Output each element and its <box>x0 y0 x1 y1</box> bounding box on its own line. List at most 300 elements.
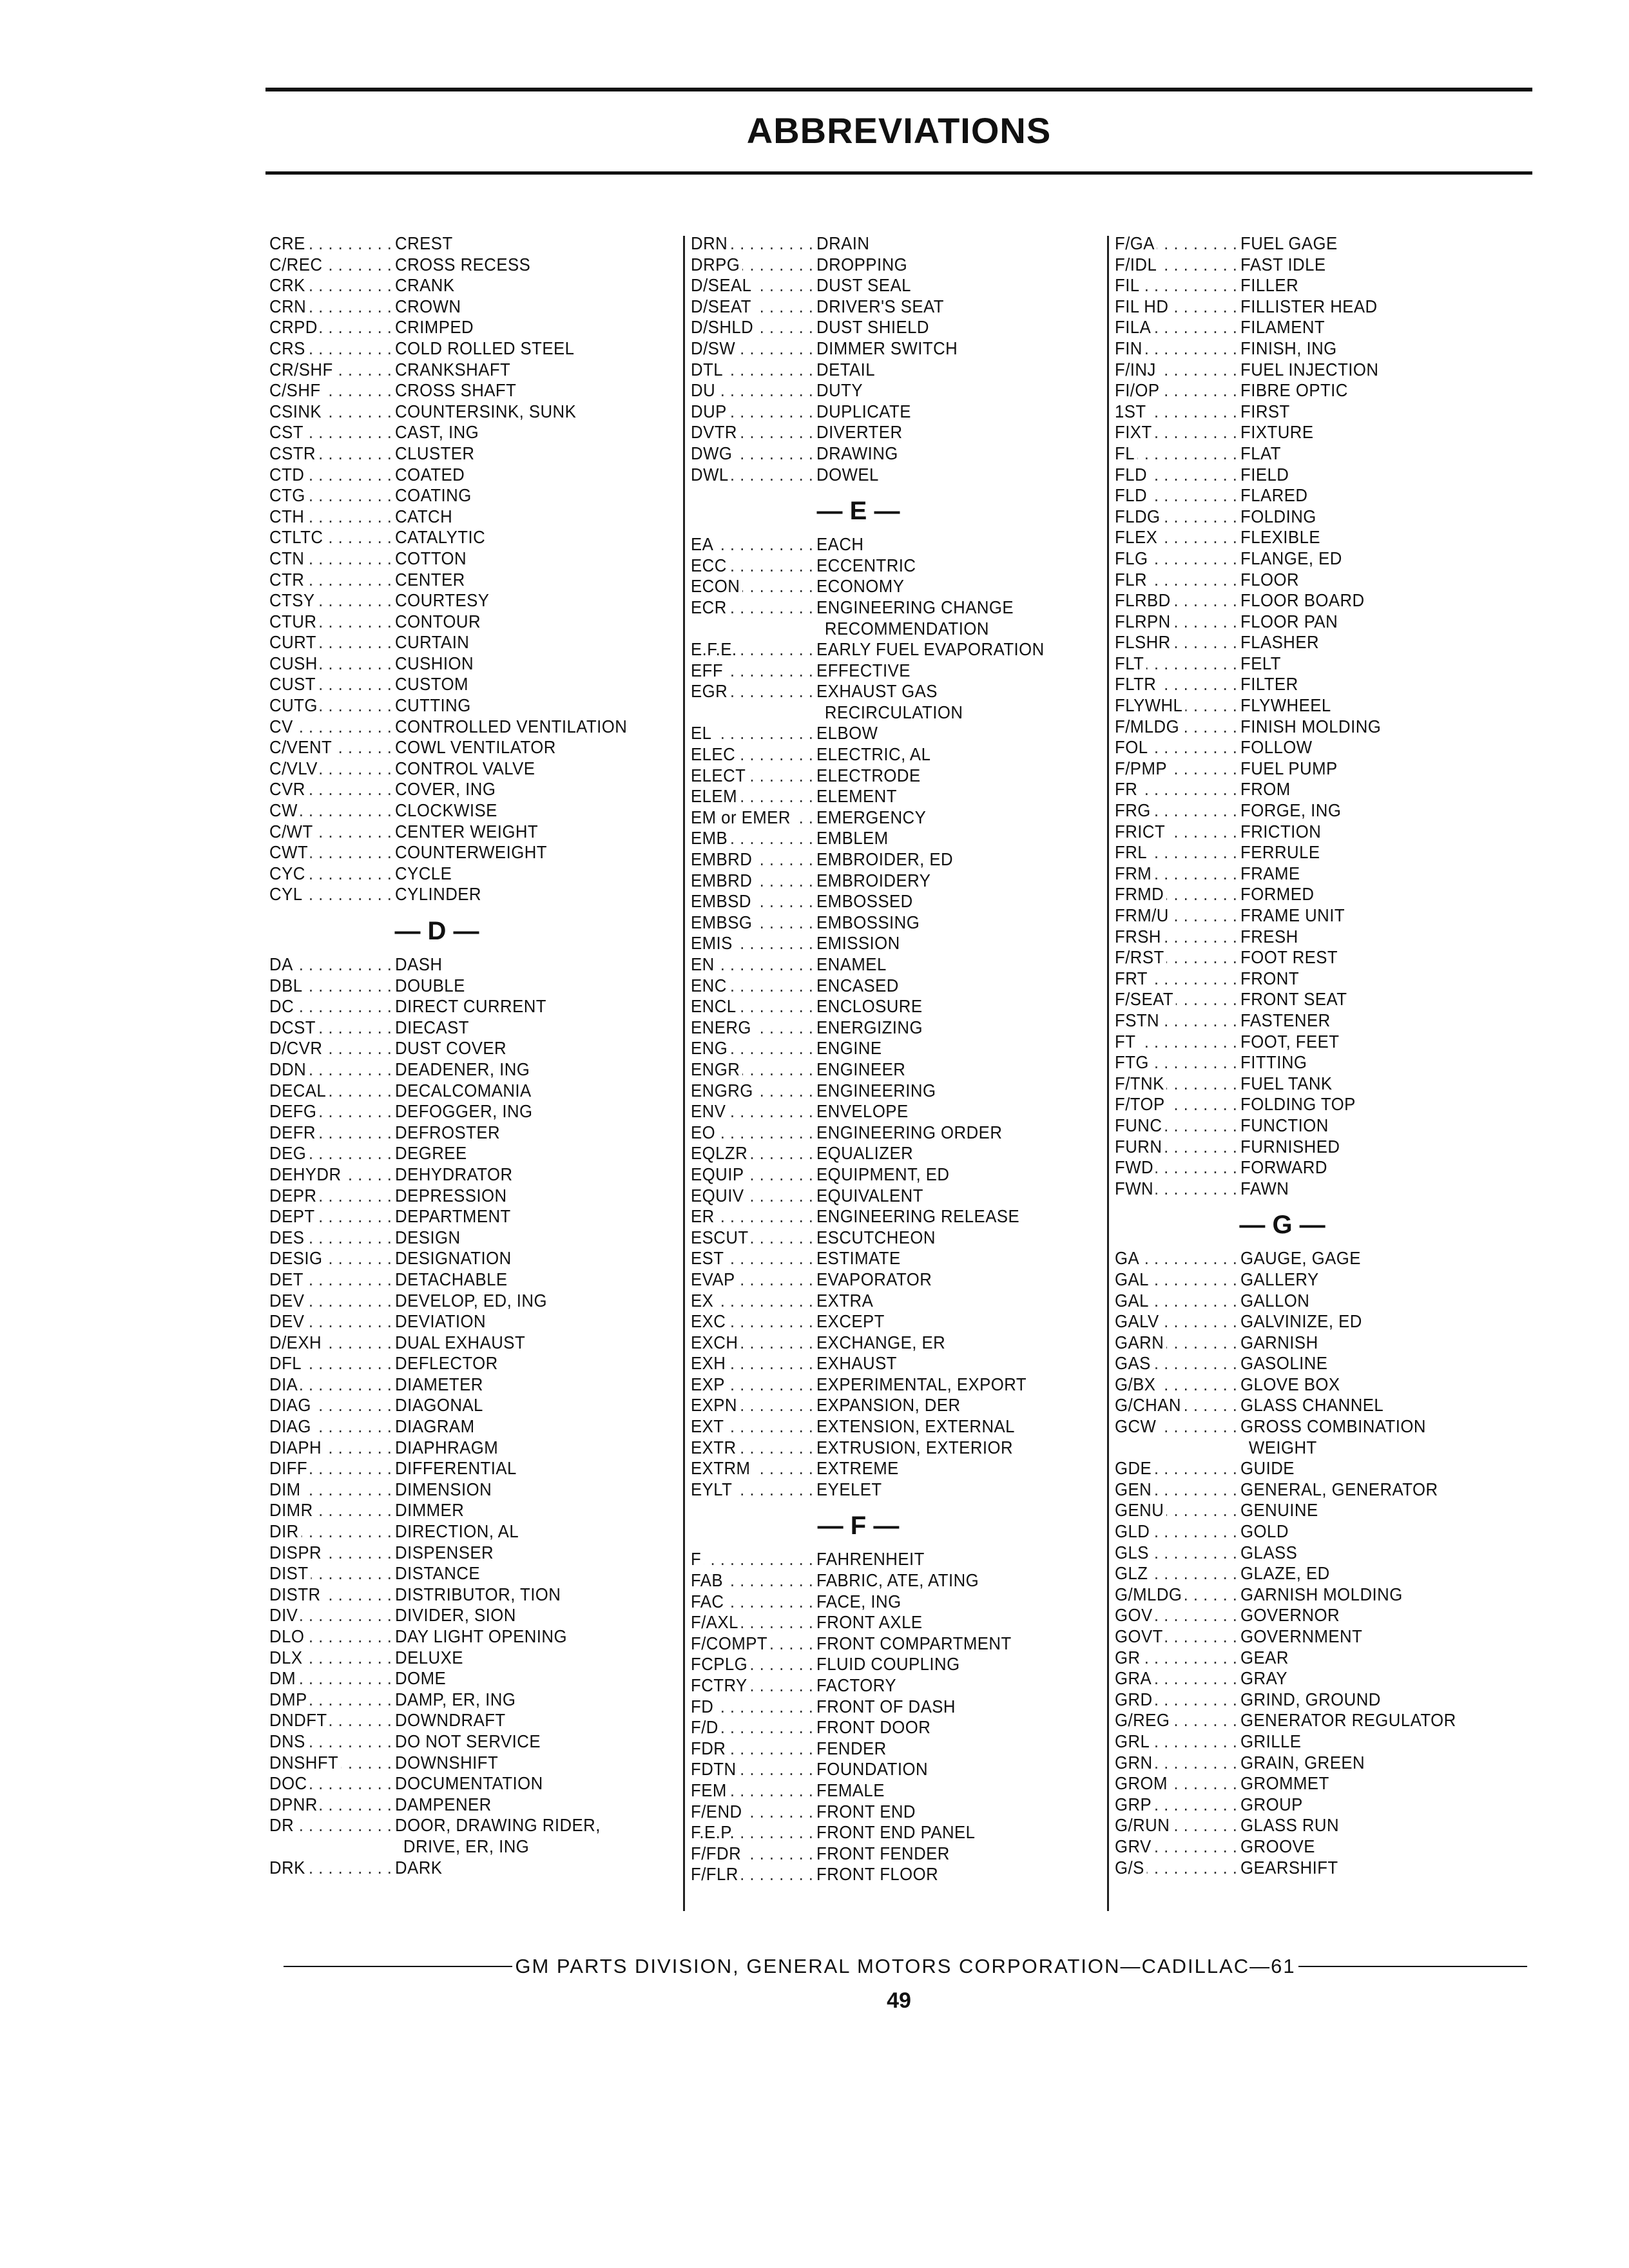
abbreviation-meaning: ECONOMY <box>816 576 905 597</box>
abbreviation-meaning: GENERATOR REGULATOR <box>1240 1710 1456 1731</box>
abbreviation-code <box>269 401 395 423</box>
abbreviation-code-text: FI/OP <box>1115 380 1162 400</box>
abbreviation-code-text: FRT <box>1115 968 1150 988</box>
abbreviation-meaning: ENGINEERING <box>816 1080 936 1100</box>
abbreviation-entry <box>691 723 1058 744</box>
abbreviation-entry <box>1115 1032 1482 1053</box>
abbreviation-code-text: F/AXL <box>691 1612 741 1632</box>
abbreviation-entry <box>1115 674 1482 695</box>
abbreviation-meaning: FLOOR <box>1240 569 1300 590</box>
abbreviation-code-text: CWT <box>269 842 311 862</box>
abbreviation-code <box>269 1479 395 1501</box>
abbreviation-meaning: DUST SEAL <box>816 275 911 296</box>
abbreviation-code <box>691 380 816 401</box>
abbreviation-entry <box>269 1248 637 1269</box>
abbreviation-code <box>1115 1137 1240 1158</box>
abbreviation-code <box>269 611 395 633</box>
abbreviation-code-text: F/MLDG <box>1115 716 1182 736</box>
abbreviation-meaning: EARLY FUEL EVAPORATION <box>816 639 1045 660</box>
abbreviation-code <box>1115 989 1240 1010</box>
abbreviation-meaning: EQUALIZER <box>816 1143 914 1164</box>
abbreviation-entry <box>691 443 1058 465</box>
abbreviation-meaning: ENVELOPE <box>816 1101 909 1122</box>
abbreviation-entry <box>691 275 1058 296</box>
abbreviation-meaning: EACH <box>816 534 864 555</box>
abbreviation-code-text: EMBSD <box>691 891 754 911</box>
abbreviation-entry <box>269 465 637 486</box>
abbreviation-code-text: FIN <box>1115 338 1145 358</box>
title-underline <box>265 171 1532 175</box>
abbreviation-code <box>1115 1010 1240 1032</box>
abbreviation-code <box>1115 863 1240 885</box>
abbreviation-entry <box>691 1059 1058 1081</box>
abbreviation-entry <box>1115 1584 1482 1606</box>
abbreviation-meaning: DIAGONAL <box>395 1395 483 1416</box>
abbreviation-meaning: DIRECT CURRENT <box>395 996 546 1017</box>
abbreviation-code-text: FRMD <box>1115 884 1166 904</box>
abbreviation-meaning: DISTRIBUTOR, TION <box>395 1584 561 1604</box>
abbreviation-code <box>1115 1353 1240 1374</box>
abbreviation-code-text: F <box>691 1549 704 1569</box>
abbreviation-meaning: EXHAUST <box>816 1353 897 1374</box>
abbreviation-entry <box>691 317 1058 338</box>
abbreviation-code <box>691 1017 816 1039</box>
abbreviation-meaning: DOWEL <box>816 464 879 485</box>
abbreviation-code <box>1115 1115 1240 1137</box>
abbreviation-code <box>691 1633 816 1655</box>
abbreviation-code-text: DIV <box>269 1605 300 1625</box>
abbreviation-meaning: DEFROSTER <box>395 1122 501 1142</box>
abbreviation-code-text: FT <box>1115 1032 1138 1052</box>
abbreviation-entry <box>691 1591 1058 1613</box>
abbreviation-meaning: CREST <box>395 233 453 253</box>
abbreviation-entry <box>269 800 637 822</box>
abbreviation-entry <box>691 1570 1058 1591</box>
abbreviation-meaning: DETAIL <box>816 359 876 380</box>
abbreviation-meaning: FACE, ING <box>816 1591 901 1611</box>
abbreviation-code-text: F/INJ <box>1115 360 1159 380</box>
abbreviation-code <box>269 1584 395 1606</box>
abbreviation-code <box>691 1591 816 1613</box>
abbreviation-code <box>269 1248 395 1269</box>
abbreviation-entry <box>269 1542 637 1564</box>
abbreviation-code-text: F.E.P. <box>691 1822 737 1842</box>
abbreviation-entry <box>1115 1794 1482 1816</box>
abbreviation-code <box>691 1143 816 1164</box>
abbreviation-code-text: FWD <box>1115 1157 1156 1177</box>
abbreviation-entry <box>1115 822 1482 843</box>
abbreviation-code-text: FLD <box>1115 465 1150 485</box>
abbreviation-code-text: DIAPH <box>269 1437 324 1457</box>
abbreviation-entry <box>1115 1353 1482 1374</box>
abbreviation-code <box>1115 653 1240 675</box>
abbreviation-code <box>691 233 816 255</box>
abbreviation-code-text: F/D <box>691 1717 721 1737</box>
abbreviation-meaning: DUST COVER <box>395 1038 507 1059</box>
abbreviation-code <box>691 1101 816 1122</box>
abbreviation-code <box>691 660 816 682</box>
abbreviation-code-text: FRM <box>1115 863 1154 883</box>
abbreviation-entry <box>1115 296 1482 318</box>
abbreviation-code-text: DEFR <box>269 1122 318 1142</box>
abbreviation-entry <box>269 758 637 780</box>
abbreviation-entry <box>269 317 637 338</box>
abbreviation-code-text: FRSH <box>1115 927 1164 947</box>
abbreviation-code-text: CST <box>269 422 306 442</box>
abbreviation-code-text: DNDFT <box>269 1710 329 1730</box>
abbreviation-meaning: DEPRESSION <box>395 1185 507 1206</box>
abbreviation-code <box>691 1227 816 1249</box>
abbreviation-code-text: CV <box>269 716 295 736</box>
abbreviation-code <box>269 1186 395 1207</box>
abbreviation-code-text: FLYWHL <box>1115 695 1185 715</box>
abbreviation-meaning: COURTESY <box>395 590 490 611</box>
abbreviation-code <box>1115 506 1240 528</box>
abbreviation-code <box>691 744 816 765</box>
abbreviation-entry <box>269 570 637 591</box>
abbreviation-entry <box>1115 1605 1482 1626</box>
abbreviation-code <box>1115 1178 1240 1200</box>
abbreviation-meaning: DUST SHIELD <box>816 317 929 338</box>
abbreviation-entry <box>269 1122 637 1144</box>
abbreviation-meaning: DEVELOP, ED, ING <box>395 1290 547 1311</box>
abbreviation-code <box>691 1248 816 1269</box>
abbreviation-meaning: FABRIC, ATE, ATING <box>816 1570 979 1591</box>
abbreviation-code-text: ENC <box>691 975 729 995</box>
abbreviation-entry <box>1115 1115 1482 1137</box>
abbreviation-code <box>269 1353 395 1374</box>
abbreviation-code <box>691 338 816 360</box>
abbreviation-meaning: DELUXE <box>395 1647 463 1667</box>
abbreviation-meaning: DESIGN <box>395 1227 461 1247</box>
abbreviation-meaning: ENERGIZING <box>816 1017 923 1037</box>
abbreviation-code <box>691 1395 816 1416</box>
abbreviation-entry <box>691 681 1058 702</box>
abbreviation-code-text: FWN <box>1115 1178 1156 1198</box>
abbreviation-code-text: CVR <box>269 779 307 799</box>
abbreviation-code <box>269 527 395 548</box>
abbreviation-meaning: EYELET <box>816 1479 882 1499</box>
abbreviation-meaning: GASOLINE <box>1240 1353 1328 1374</box>
abbreviation-code-text: FCPLG <box>691 1654 750 1674</box>
abbreviation-meaning: DAY LIGHT OPENING <box>395 1626 567 1646</box>
abbreviation-code-text: G/MLDG <box>1115 1584 1184 1604</box>
abbreviation-meaning: GOVERNOR <box>1240 1605 1340 1626</box>
abbreviation-entry <box>269 422 637 443</box>
abbreviation-entry <box>269 1227 637 1249</box>
abbreviation-code-text: FIL HD <box>1115 296 1171 316</box>
abbreviation-entry <box>691 360 1058 381</box>
abbreviation-code <box>691 891 816 912</box>
abbreviation-meaning: GAUGE, GAGE <box>1240 1248 1361 1269</box>
abbreviation-code <box>1115 1858 1240 1879</box>
abbreviation-entry <box>269 1858 637 1879</box>
abbreviation-entry <box>1115 401 1482 423</box>
abbreviation-code <box>1115 570 1240 591</box>
page-title: ABBREVIATIONS <box>746 110 1052 151</box>
abbreviation-meaning: FUEL PUMP <box>1240 758 1338 778</box>
abbreviation-meaning: FRONT AXLE <box>816 1612 923 1633</box>
abbreviation-meaning: DIFFERENTIAL <box>395 1458 517 1479</box>
abbreviation-entry <box>1115 1815 1482 1836</box>
abbreviation-code-text: ECC <box>691 555 729 575</box>
abbreviation-code <box>269 1416 395 1437</box>
abbreviation-code-text: ELEC <box>691 744 738 764</box>
abbreviation-meaning: ENAMEL <box>816 954 887 974</box>
abbreviation-code <box>269 1753 395 1774</box>
abbreviation-code <box>269 1143 395 1164</box>
abbreviation-code-text: FR <box>1115 779 1140 799</box>
abbreviation-entry <box>1115 695 1482 716</box>
abbreviation-entry <box>1115 1137 1482 1158</box>
abbreviation-code <box>1115 1521 1240 1542</box>
abbreviation-code-text: DM <box>269 1668 298 1688</box>
abbreviation-code-text: DWG <box>691 443 735 463</box>
abbreviation-code-text: CSTR <box>269 443 318 463</box>
abbreviation-code-text: CRS <box>269 338 307 358</box>
abbreviation-meaning: EXHAUST GAS <box>816 681 938 702</box>
abbreviation-entry <box>691 1395 1058 1416</box>
abbreviation-code <box>269 632 395 653</box>
abbreviation-code-text: DNS <box>269 1731 307 1751</box>
abbreviation-code <box>691 1458 816 1479</box>
abbreviation-meaning: GLASS RUN <box>1240 1815 1340 1836</box>
section-heading: — G — <box>1239 1211 1325 1240</box>
abbreviation-meaning: DIECAST <box>395 1017 469 1037</box>
abbreviation-entry <box>691 1458 1058 1479</box>
abbreviation-code <box>269 716 395 738</box>
abbreviation-code-text: DEHYDR <box>269 1164 343 1184</box>
abbreviation-entry <box>691 401 1058 423</box>
abbreviation-meaning: FRONT FENDER <box>816 1843 950 1863</box>
abbreviation-code-text: DRK <box>269 1858 307 1878</box>
abbreviation-meaning: GALVINIZE, ED <box>1240 1311 1362 1332</box>
abbreviation-code <box>691 723 816 744</box>
abbreviation-code <box>1115 1836 1240 1858</box>
abbreviation-code-text: FAC <box>691 1591 726 1611</box>
abbreviation-meaning: DAMPENER <box>395 1794 492 1814</box>
abbreviation-code <box>1115 1773 1240 1794</box>
abbreviation-code <box>1115 1416 1240 1437</box>
abbreviation-meaning: CROWN <box>395 296 461 316</box>
abbreviation-code <box>1115 1291 1240 1312</box>
abbreviation-code-text: GRA <box>1115 1668 1154 1688</box>
abbreviation-code-text: GARN <box>1115 1332 1166 1352</box>
abbreviation-code-text: FRM/U <box>1115 905 1171 925</box>
abbreviation-meaning: FLASHER <box>1240 632 1320 653</box>
abbreviation-code-text: EXP <box>691 1374 728 1394</box>
abbreviation-code <box>269 590 395 611</box>
abbreviation-code-text: DISTR <box>269 1584 323 1604</box>
abbreviation-entry <box>269 1773 637 1794</box>
abbreviation-entry <box>691 870 1058 892</box>
abbreviation-code-text: GRV <box>1115 1836 1153 1856</box>
abbreviation-entry <box>269 1059 637 1081</box>
abbreviation-entry <box>269 1605 637 1626</box>
abbreviation-code <box>1115 401 1240 423</box>
abbreviation-code <box>1115 758 1240 780</box>
abbreviation-entry <box>269 1017 637 1039</box>
abbreviation-code-text: FOL <box>1115 737 1150 757</box>
abbreviation-code <box>1115 1332 1240 1354</box>
abbreviation-entry <box>691 912 1058 934</box>
abbreviation-meaning: EXTRUSION, EXTERIOR <box>816 1437 1014 1457</box>
abbreviation-meaning: CAST, ING <box>395 422 479 443</box>
abbreviation-meaning: CYCLE <box>395 863 452 883</box>
abbreviation-meaning: ESTIMATE <box>816 1248 901 1269</box>
abbreviation-entry <box>691 1227 1058 1249</box>
abbreviation-meaning: DESIGNATION <box>395 1248 512 1269</box>
abbreviation-entry <box>691 534 1058 555</box>
abbreviation-entry <box>1115 1836 1482 1858</box>
abbreviation-meaning: DUPLICATE <box>816 401 911 421</box>
abbreviation-meaning: DIMMER <box>395 1500 465 1521</box>
abbreviation-entry <box>269 737 637 758</box>
abbreviation-code-text: FILA <box>1115 317 1153 337</box>
abbreviation-code-text: DESIG <box>269 1248 325 1268</box>
abbreviation-entry <box>1115 1648 1482 1669</box>
abbreviation-entry <box>269 884 637 905</box>
abbreviation-code-text: E.F.E. <box>691 639 739 659</box>
abbreviation-code-text: GRP <box>1115 1794 1154 1814</box>
abbreviation-code <box>269 1374 395 1396</box>
abbreviation-code-text: FIXT <box>1115 422 1154 442</box>
abbreviation-code <box>269 1563 395 1584</box>
abbreviation-code-text: GLD <box>1115 1521 1152 1541</box>
abbreviation-code-text: CTG <box>269 485 307 505</box>
abbreviation-code-text: FLG <box>1115 548 1150 568</box>
abbreviation-entry <box>1115 506 1482 528</box>
abbreviation-code <box>269 465 395 486</box>
abbreviation-entry <box>269 338 637 360</box>
abbreviation-code-text: CYC <box>269 863 307 883</box>
abbreviation-entry <box>269 1479 637 1501</box>
abbreviation-entry <box>691 996 1058 1017</box>
abbreviation-entry <box>269 443 637 465</box>
abbreviation-meaning: DEGREE <box>395 1143 467 1164</box>
abbreviation-entry <box>1115 1416 1482 1437</box>
abbreviation-code-text: F/SEAT <box>1115 989 1176 1009</box>
abbreviation-code <box>691 1864 816 1885</box>
abbreviation-code <box>691 1206 816 1227</box>
abbreviation-code-text: DTL <box>691 360 726 380</box>
abbreviation-column-3 <box>1115 233 1514 1878</box>
abbreviation-code-text: CSINK <box>269 401 324 421</box>
abbreviation-code <box>1115 947 1240 968</box>
abbreviation-code <box>269 255 395 276</box>
abbreviation-entry <box>269 485 637 506</box>
abbreviation-code <box>691 465 816 486</box>
abbreviation-entry <box>269 506 637 528</box>
abbreviation-entry <box>269 1458 637 1479</box>
abbreviation-meaning: DECALCOMANIA <box>395 1080 532 1100</box>
abbreviation-meaning: COATING <box>395 485 472 506</box>
abbreviation-code <box>269 996 395 1017</box>
abbreviation-code <box>691 1549 816 1570</box>
abbreviation-meaning: EQUIVALENT <box>816 1185 923 1206</box>
abbreviation-entry <box>269 1521 637 1542</box>
abbreviation-code-text: DU <box>691 380 718 400</box>
abbreviation-entry <box>1115 1858 1482 1879</box>
abbreviation-meaning: DEVIATION <box>395 1311 487 1332</box>
abbreviation-meaning: FROM <box>1240 779 1291 800</box>
abbreviation-meaning: GUIDE <box>1240 1458 1295 1479</box>
abbreviation-entry <box>1115 800 1482 822</box>
abbreviation-code <box>1115 1648 1240 1669</box>
abbreviation-code <box>1115 296 1240 318</box>
abbreviation-entry <box>269 360 637 381</box>
abbreviation-code <box>691 401 816 423</box>
abbreviation-code <box>269 1500 395 1521</box>
abbreviation-code-text: DC <box>269 996 296 1016</box>
abbreviation-meaning: EQUIPMENT, ED <box>816 1164 950 1184</box>
abbreviation-code <box>691 296 816 318</box>
abbreviation-meaning: GLAZE, ED <box>1240 1563 1330 1584</box>
abbreviation-meaning: FLOOR PAN <box>1240 611 1338 631</box>
abbreviation-code-text: F/END <box>691 1802 744 1821</box>
abbreviation-entry <box>269 1143 637 1164</box>
abbreviation-code-text: DEV <box>269 1311 307 1331</box>
abbreviation-entry <box>691 1612 1058 1633</box>
abbreviation-entry <box>269 1269 637 1291</box>
abbreviation-code <box>691 422 816 443</box>
abbreviation-code <box>1115 632 1240 653</box>
abbreviation-entry <box>269 653 637 675</box>
abbreviation-code <box>691 317 816 338</box>
abbreviation-meaning: GARNISH MOLDING <box>1240 1584 1403 1604</box>
abbreviation-meaning: GRIND, GROUND <box>1240 1689 1381 1709</box>
abbreviation-entry <box>691 1269 1058 1291</box>
section-heading: — F — <box>817 1512 900 1541</box>
abbreviation-entry <box>691 744 1058 765</box>
abbreviation-code <box>269 863 395 885</box>
abbreviation-code <box>691 1186 816 1207</box>
abbreviation-code-text: FD <box>691 1696 716 1716</box>
abbreviation-entry <box>691 380 1058 401</box>
abbreviation-meaning: DRAIN <box>816 233 870 253</box>
abbreviation-meaning: GEARSHIFT <box>1240 1857 1338 1878</box>
abbreviation-meaning: CRANKSHAFT <box>395 359 511 380</box>
abbreviation-code <box>1115 422 1240 443</box>
abbreviation-meaning: DOWNDRAFT <box>395 1710 506 1731</box>
abbreviation-code <box>269 975 395 997</box>
abbreviation-meaning: FAWN <box>1240 1178 1289 1198</box>
abbreviation-code <box>691 849 816 870</box>
abbreviation-entry <box>691 1717 1058 1738</box>
abbreviation-code <box>691 1164 816 1186</box>
abbreviation-code <box>269 1773 395 1794</box>
abbreviation-code-text: DEG <box>269 1143 309 1163</box>
abbreviation-code-text: EXC <box>691 1311 728 1331</box>
abbreviation-code <box>1115 1395 1240 1416</box>
abbreviation-entry <box>1115 1094 1482 1115</box>
abbreviation-code <box>269 1038 395 1059</box>
abbreviation-code <box>1115 485 1240 506</box>
abbreviation-entry <box>1115 1626 1482 1648</box>
abbreviation-entry <box>1115 1689 1482 1711</box>
abbreviation-meaning: FOOT REST <box>1240 947 1338 968</box>
abbreviation-entry <box>1115 1500 1482 1521</box>
abbreviation-meaning: GENUINE <box>1240 1500 1318 1521</box>
abbreviation-entry <box>269 548 637 570</box>
abbreviation-code <box>691 828 816 849</box>
abbreviation-code <box>269 1332 395 1354</box>
abbreviation-entry <box>691 1633 1058 1655</box>
abbreviation-code-text: CTLTC <box>269 527 325 547</box>
abbreviation-code <box>269 1101 395 1122</box>
abbreviation-meaning: ELECTRODE <box>816 765 921 785</box>
abbreviation-entry <box>1115 422 1482 443</box>
